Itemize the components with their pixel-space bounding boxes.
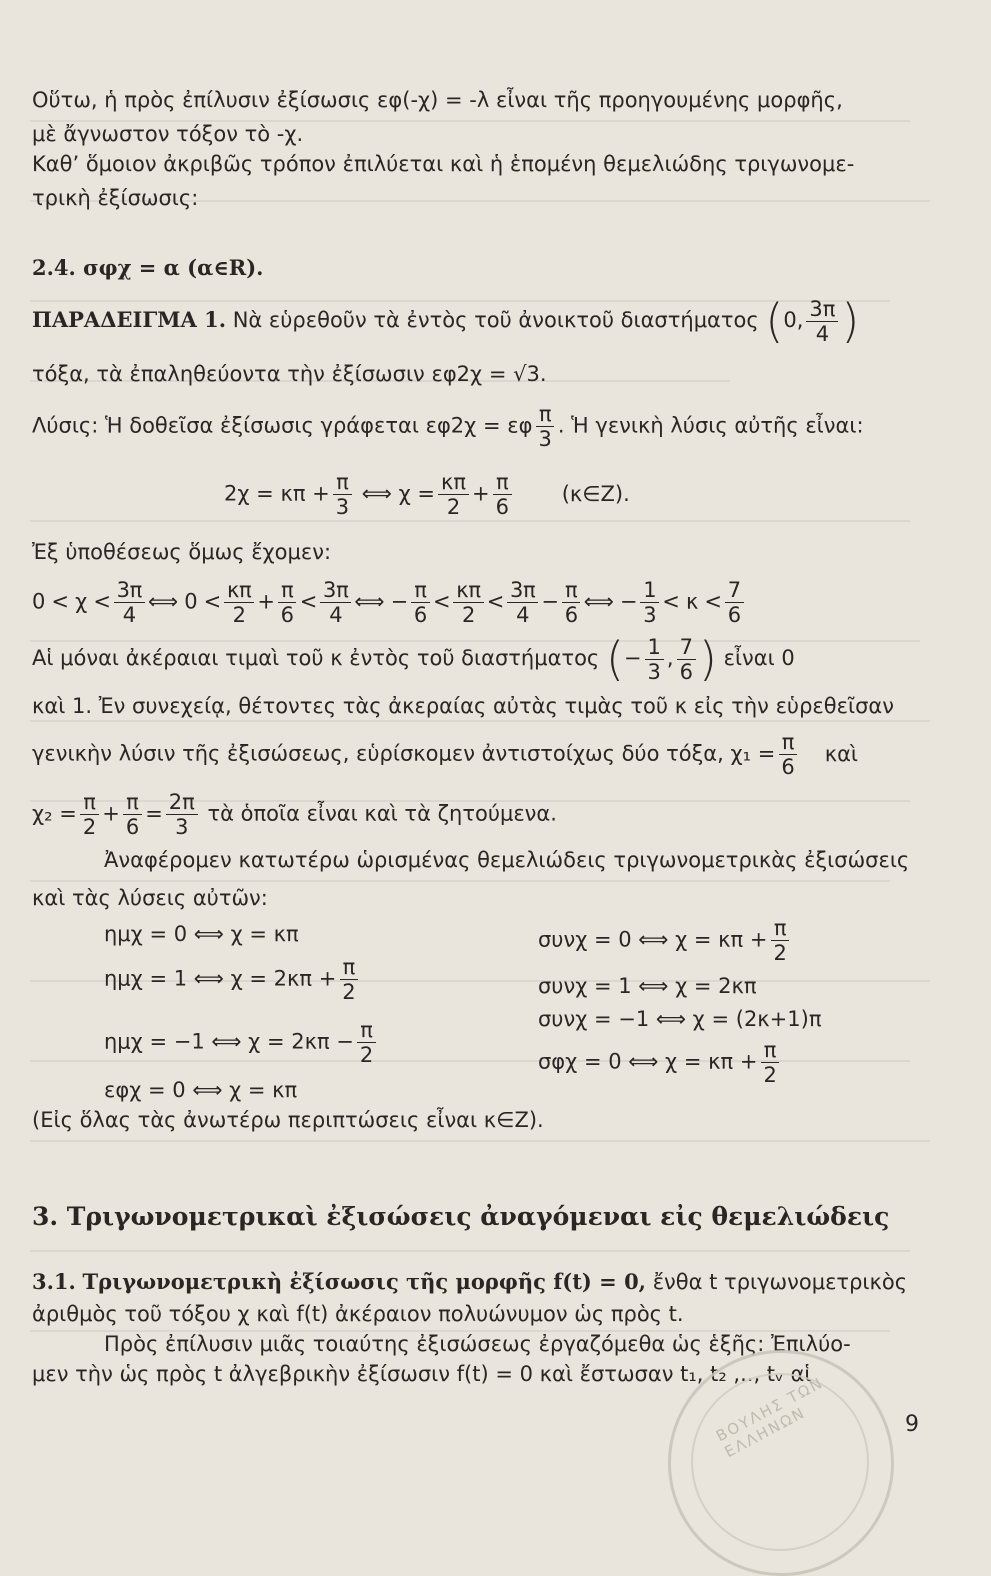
eq-sin-one-text: ημχ = 1 ⟺ χ = 2κπ + [104,966,337,991]
ineq-f8 [562,578,581,627]
solution-frac-num: π [536,402,555,427]
continuation-line1: καὶ 1. Ἐν συνεχείᾳ, θέτοντες τὰς ἀκεραίας αὐτὰς τιμὰς τοῦ κ εἰς τὴν εὑρεθεῖσαν [32,694,894,718]
final-line1: Πρὸς ἐπίλυσιν μιᾶς τοιαύτης ἐξισώσεως ἐργαζόμεθα ὡς ἑξῆς: Ἐπιλύο- [104,1332,851,1356]
x2-n2: π [123,790,142,815]
section-3-heading: 3. Τριγωνομετρικαὶ ἐξισώσεις ἀναγόμεναι εἰς θεμελιώδεις [32,1202,890,1231]
x2-n1: π [80,790,99,815]
ineq-d2: 2 [232,603,246,627]
ineq-p7: < [486,589,504,614]
general-solution [224,470,630,519]
ov-paren-close: ) [698,632,717,686]
x2-d2: 6 [125,815,140,839]
ineq-d4: 4 [329,603,343,627]
ov-paren-open: ( [605,632,624,686]
general-mid: ⟺ χ = [361,481,435,506]
para1-line1: Οὕτω, ἡ πρὸς ἐπίλυσιν ἐξίσωσις εφ(-χ) = -λ εἶναι τῆς προηγουμένης μορφῆς, [32,88,843,112]
gen-frac-1 [333,470,352,519]
gen-frac-1-den: 3 [335,495,350,519]
general-lhs: 2χ = κπ + [224,481,330,506]
eq-tan-zero: εφχ = 0 ⟺ χ = κπ [104,1078,298,1102]
library-stamp-text: ΒΟΥΛΗΣ ΤΩΝ ΕΛΛΗΝΩΝ [713,1373,827,1462]
ineq-d10: 6 [727,603,741,627]
eq-cos-zero-num: π [771,916,790,941]
eq-cot-zero-frac [760,1038,779,1087]
only-values-text: Αἱ μόναι ἀκέραιαι τιμαὶ τοῦ κ ἐντὸς τοῦ διαστήματος [32,646,600,670]
general-plus: + [472,481,490,506]
eq-sin-one [104,955,362,1004]
gen-frac-2-den: 2 [446,495,461,519]
x1-den: 6 [781,755,795,779]
section-3-1-bold: Τριγωνομετρικὴ ἐξίσωσις τῆς μορφῆς f(t) = 0, [82,1269,646,1294]
ineq-n9: 1 [640,578,659,603]
eq-cos-zero-text: συνχ = 0 ⟺ χ = κπ + [538,927,768,952]
eq-sin-minus-one-frac [357,1018,376,1067]
interval-denominator: 4 [815,321,830,346]
x2-f3 [166,790,198,839]
ov-d1: 3 [647,659,661,684]
gen-frac-2-num: κπ [438,470,469,495]
x2-line [32,790,557,839]
eq-sin-minus-one-text: ημχ = −1 ⟺ χ = 2κπ − [104,1029,354,1054]
example-text: Νὰ εὑρεθοῦν τὰ ἐντὸς τοῦ ἀνοικτοῦ διαστήματος [232,308,759,332]
eq-cos-zero-frac [770,916,789,965]
eq-sin-one-num: π [340,955,359,980]
interval-numerator: 3π [806,297,838,322]
eq-cot-zero-text: σφχ = 0 ⟺ χ = κπ + [538,1049,758,1074]
ineq-d7: 4 [516,603,530,627]
example-1-line2: τόξα, τὰ ἐπαληθεύοντα τὴν ἐξίσωσιν εφ2χ = √3. [32,362,547,386]
eq-sin-one-frac [339,955,358,1004]
x1-num: π [779,730,798,755]
x2-label: χ₂ = [32,801,77,826]
final-line2: μεν τὴν ὡς πρὸς t ἀλγεβρικὴν ἐξίσωσιν f(t) = 0 καὶ ἔστωσαν t₁, t₂ ,.., tᵥ αἱ [32,1362,812,1386]
x2-plus: + [102,801,120,826]
paren-close: ) [841,294,860,348]
section-3-1-line1 [32,1268,907,1296]
all-cases-note: (Εἰς ὅλας τὰς ἀνωτέρω περιπτώσεις εἶναι κ∈Z). [32,1108,544,1132]
k-in-z: (κ∈Z). [561,481,630,506]
only-values-line [32,634,795,684]
x2-f2 [123,790,142,839]
x2-d3: 3 [175,815,189,839]
solution-line [32,402,864,451]
para2-line1: Καθ’ ὅμοιον ἀκριβῶς τρόπον ἐπιλύεται καὶ ἡ ἑπομένη θεμελιώδης τριγωνομε- [32,152,855,176]
ov-n1: 1 [645,635,664,660]
para1-line2: μὲ ἄγνωστον τόξον τὸ -χ. [32,122,304,146]
ineq-d3: 6 [280,603,294,627]
library-stamp [668,1350,894,1576]
ineq-p3: + [257,589,275,614]
gen-frac-3 [493,470,512,519]
x2-d1: 2 [82,815,97,839]
ineq-p4: < [299,589,318,614]
eq-sin-minus-one [104,1018,379,1067]
eq-cos-one: συνχ = 1 ⟺ χ = 2κπ [538,974,757,998]
ov-comma: , [666,646,674,670]
mention-line2: καὶ τὰς λύσεις αὐτῶν: [32,886,268,910]
interval-fraction [806,297,838,346]
gen-frac-3-den: 6 [495,495,509,519]
ineq-f2 [224,578,254,627]
ineq-f10 [725,578,744,627]
x1-fraction [778,730,797,779]
ov-f1 [645,635,664,684]
section-3-1-label: 3.1. [32,1269,76,1294]
eq-sin-zero: ημχ = 0 ⟺ χ = κπ [104,922,299,946]
ineq-p9: ⟺ − [583,589,638,614]
eq-cos-zero-den: 2 [773,941,787,965]
x2-n3: 2π [166,790,198,815]
ineq-d1: 4 [122,603,136,627]
cont-line2a: γενικὴν λύσιν τῆς ἐξισώσεως, εὑρίσκομεν ἀντιστοίχως δύο τόξα, χ₁ = [32,741,776,766]
eq-sin-minus-one-num: π [357,1018,376,1043]
gen-frac-1-num: π [333,470,352,495]
ineq-d6: 2 [461,603,475,627]
ineq-f7 [507,578,538,627]
x2-tail: τὰ ὁποῖα εἶναι καὶ τὰ ζητούμενα. [207,801,557,826]
only-values-tail: εἶναι 0 [723,646,795,670]
ov-minus: − [623,646,642,670]
example-1-line1 [32,296,859,346]
eq-cos-minus-one: συνχ = −1 ⟺ χ = (2κ+1)π [538,1007,822,1031]
ineq-p10: < κ < [662,589,722,614]
ineq-p8: − [541,589,559,614]
mention-line1: Ἀναφέρομεν κατωτέρω ὡρισμένας θεμελιώδεις τριγωνομετρικὰς ἐξισώσεις [104,848,910,872]
ineq-n2: κπ [224,578,254,603]
ineq-f9 [640,578,659,627]
ov-f2 [677,635,696,684]
ineq-n4: 3π [320,578,351,603]
x2-f1 [80,790,99,839]
ineq-p1: 0 < χ < [32,589,111,614]
ineq-n10: 7 [725,578,744,603]
section-3-1-line2: ἀριθμὸς τοῦ τόξου χ καὶ f(t) ἀκέραιον πολυώνυμον ὡς πρὸς t. [32,1302,684,1326]
ineq-d5: 6 [413,603,427,627]
eq-sin-one-den: 2 [342,980,356,1004]
ineq-n3: π [278,578,296,603]
ineq-f1 [114,578,145,627]
example-label: ΠΑΡΑΔΕΙΓΜΑ 1. [32,307,227,332]
solution-frac-den: 3 [538,427,552,451]
ineq-p6: < [432,589,451,614]
ineq-n1: 3π [114,578,145,603]
solution-prefix: Λύσις: Ἡ δοθεῖσα ἐξίσωσις γράφεται εφ2χ = εφ [32,413,533,438]
ineq-f5 [411,578,430,627]
paren-open: ( [765,294,784,348]
ineq-d8: 6 [564,603,578,627]
eq-cot-zero-num: π [761,1038,780,1063]
ov-d2: 6 [679,659,693,684]
eq-sin-minus-one-den: 2 [359,1043,374,1067]
ineq-f3 [278,578,297,627]
ineq-n6: κπ [453,578,483,603]
ov-n2: 7 [677,635,696,660]
ineq-n8: π [562,578,580,603]
ineq-f4 [320,578,351,627]
ineq-p2: ⟺ 0 < [148,589,221,614]
eq-cot-zero-den: 2 [763,1063,777,1087]
continuation-line2 [32,730,858,779]
x2-eq: = [145,801,163,826]
gen-frac-2 [438,470,469,519]
interval-left: 0, [783,308,804,332]
solution-suffix: . Ἡ γενικὴ λύσις αὐτῆς εἶναι: [557,413,864,438]
page-number: 9 [905,1412,919,1437]
eq-cot-zero [538,1038,783,1087]
inequality-chain [32,578,747,627]
solution-fraction [535,402,554,451]
section-3-1-rest: ἔνθα t τριγωνομετρικὸς [652,1270,908,1294]
ineq-f6 [453,578,483,627]
ineq-p5: ⟺ − [354,589,408,614]
ineq-d9: 3 [643,603,657,627]
eq-cos-zero [538,916,793,965]
hypothesis-line: Ἐξ ὑποθέσεως ὅμως ἔχομεν: [32,540,332,564]
cont-line2b: καὶ [824,741,859,766]
gen-frac-3-num: π [493,470,512,495]
ineq-n5: π [411,578,429,603]
para2-line2: τρικὴ ἐξίσωσις: [32,186,199,210]
section-2-4-heading: 2.4. σφχ = α (α∈R). [32,255,264,280]
ineq-n7: 3π [507,578,538,603]
